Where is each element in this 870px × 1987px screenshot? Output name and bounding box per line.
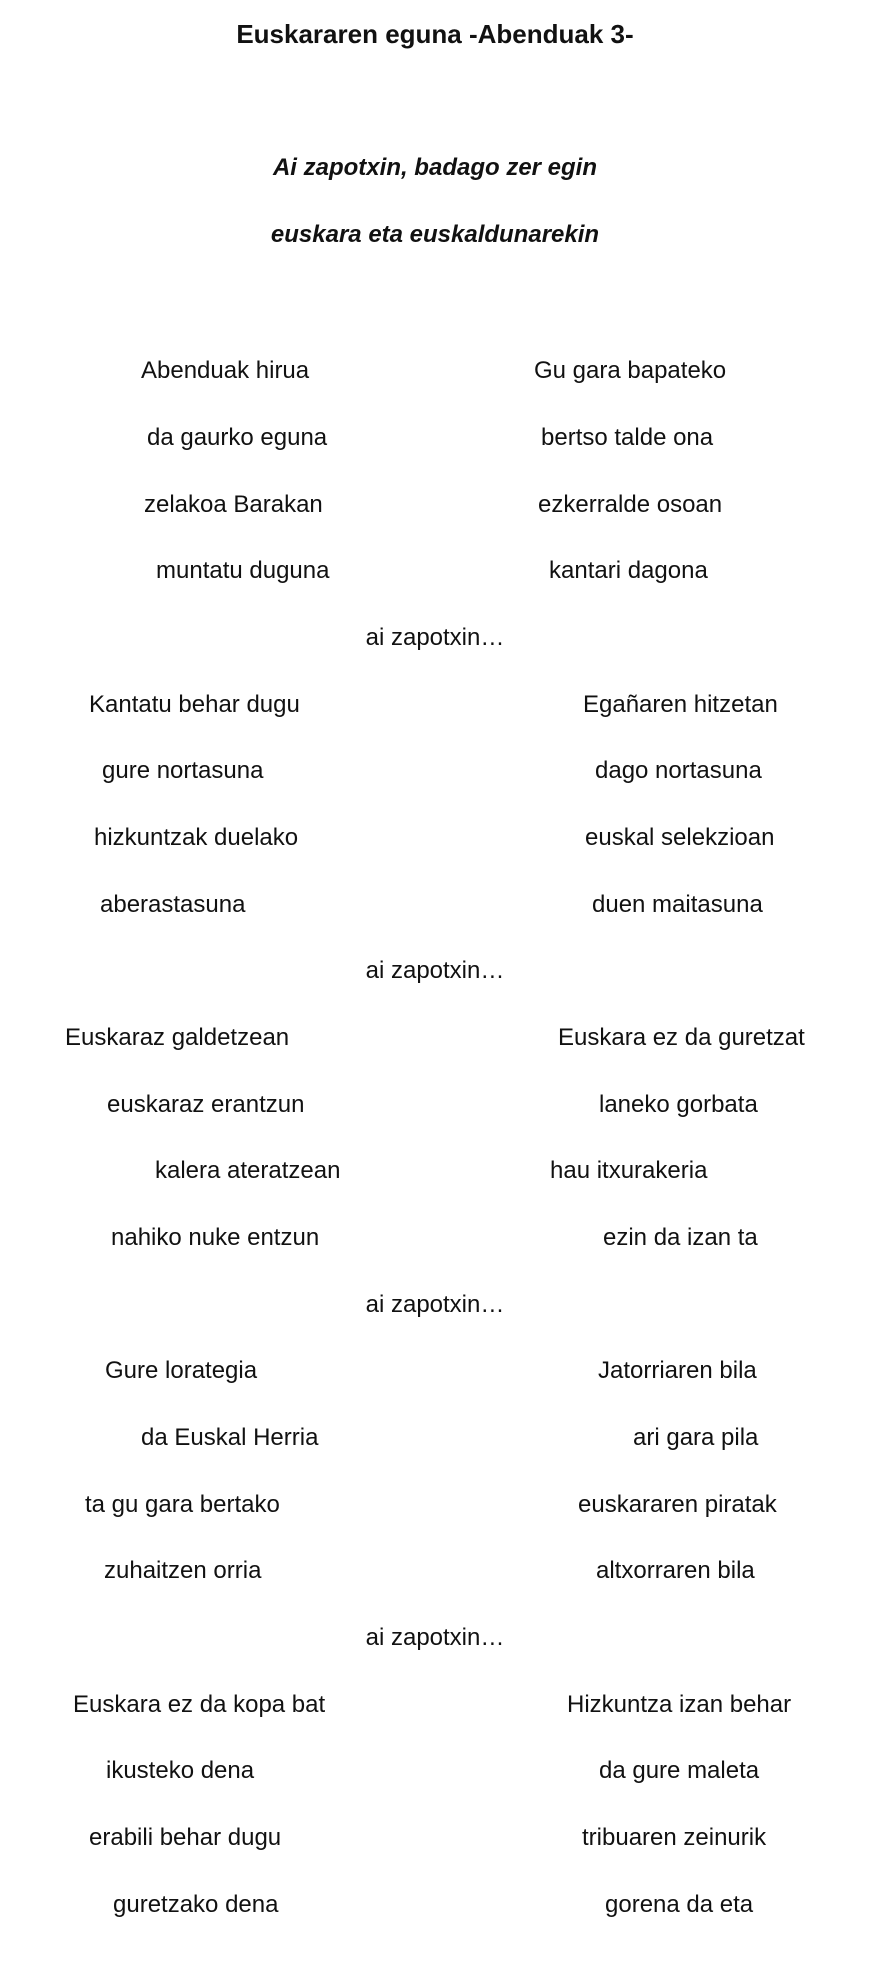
chorus-line: ai zapotxin… bbox=[365, 1624, 505, 1651]
verse-line: da gaurko eguna bbox=[147, 424, 328, 451]
verse-line: duen maitasuna bbox=[592, 891, 763, 918]
subtitle-line-1: Ai zapotxin, badago zer egin bbox=[272, 154, 598, 181]
verse-line: euskaraz erantzun bbox=[107, 1091, 305, 1118]
verse-line: Euskara ez da guretzat bbox=[558, 1024, 805, 1051]
verse-line: Gu gara bapateko bbox=[534, 357, 727, 384]
verse-line: ari gara pila bbox=[633, 1424, 759, 1451]
verse-line: Hizkuntza izan behar bbox=[567, 1691, 792, 1718]
verse-line: Egañaren hitzetan bbox=[583, 691, 778, 718]
verse-line: da Euskal Herria bbox=[141, 1424, 319, 1451]
subtitle-line-2: euskara eta euskaldunarekin bbox=[270, 221, 600, 248]
verse-line: bertso talde ona bbox=[541, 424, 714, 451]
verse-line: ikusteko dena bbox=[106, 1757, 255, 1784]
verse-line: hizkuntzak duelako bbox=[94, 824, 299, 851]
verse-line: nahiko nuke entzun bbox=[111, 1224, 320, 1251]
verse-line: da gure maleta bbox=[599, 1757, 760, 1784]
verse-line: Kantatu behar dugu bbox=[89, 691, 300, 718]
verse-line: Jatorriaren bila bbox=[598, 1357, 757, 1384]
verse-line: ta gu gara bertako bbox=[85, 1491, 280, 1518]
verse-line: Abenduak hirua bbox=[141, 357, 310, 384]
verse-line: zuhaitzen orria bbox=[104, 1557, 262, 1584]
verse-line: laneko gorbata bbox=[599, 1091, 758, 1118]
chorus-line: ai zapotxin… bbox=[365, 1291, 505, 1318]
chorus-line: ai zapotxin… bbox=[365, 624, 505, 651]
verse-line: kalera ateratzean bbox=[155, 1157, 341, 1184]
verse-line: ezin da izan ta bbox=[603, 1224, 758, 1251]
verse-line: erabili behar dugu bbox=[89, 1824, 282, 1851]
verse-line: euskal selekzioan bbox=[585, 824, 775, 851]
verse-line: Gure lorategia bbox=[105, 1357, 258, 1384]
verse-line: guretzako dena bbox=[113, 1891, 279, 1918]
verse-line: tribuaren zeinurik bbox=[582, 1824, 767, 1851]
verse-line: altxorraren bila bbox=[596, 1557, 755, 1584]
verse-line: hau itxurakeria bbox=[550, 1157, 708, 1184]
verse-line: dago nortasuna bbox=[595, 757, 762, 784]
verse-line: ezkerralde osoan bbox=[538, 491, 723, 518]
verse-line: muntatu duguna bbox=[156, 557, 330, 584]
verse-line: euskararen piratak bbox=[578, 1491, 777, 1518]
verse-line: kantari dagona bbox=[549, 557, 708, 584]
chorus-line: ai zapotxin… bbox=[365, 957, 505, 984]
verse-line: gure nortasuna bbox=[102, 757, 264, 784]
verse-line: aberastasuna bbox=[100, 891, 246, 918]
verse-line: Euskara ez da kopa bat bbox=[73, 1691, 326, 1718]
verse-line: Euskaraz galdetzean bbox=[65, 1024, 290, 1051]
page-title: Euskararen eguna -Abenduak 3- bbox=[236, 19, 634, 49]
verse-line: zelakoa Barakan bbox=[144, 491, 323, 518]
verse-line: gorena da eta bbox=[605, 1891, 754, 1918]
